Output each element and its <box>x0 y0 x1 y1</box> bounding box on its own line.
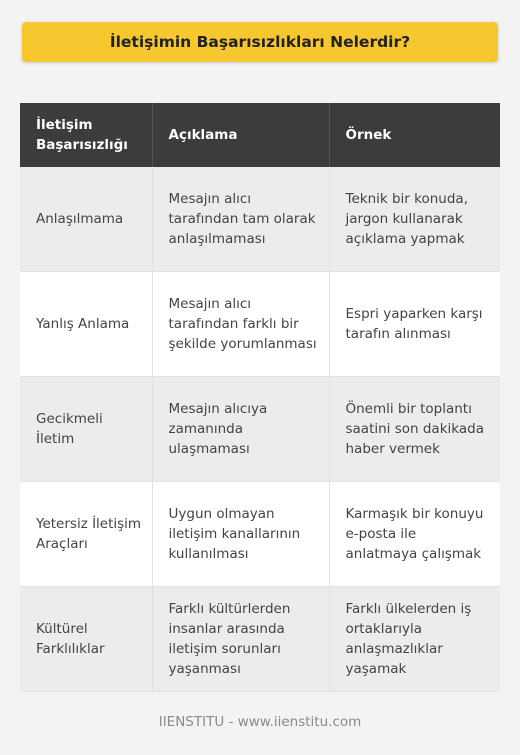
cell-example: Teknik bir konuda, jargon kullanarak açıklama yapmak <box>329 167 500 272</box>
cell-failure: Yetersiz İletişim Araçları <box>20 482 152 587</box>
cell-description: Mesajın alıcı tarafından farklı bir şekilde yorumlanması <box>152 272 329 377</box>
cell-example: Espri yaparken karşı tarafın alınması <box>329 272 500 377</box>
cell-failure: Kültürel Farklılıklar <box>20 587 152 692</box>
table-row <box>20 482 500 587</box>
cell-description: Farklı kültürlerden insanlar arasında iletişim sorunları yaşanması <box>152 587 329 692</box>
cell-example: Farklı ülkelerden iş ortaklarıyla anlaşmazlıklar yaşamak <box>329 587 500 692</box>
header-example: Örnek <box>329 103 500 167</box>
table-header-row <box>20 103 500 167</box>
table-row <box>20 587 500 692</box>
cell-description: Mesajın alıcı tarafından tam olarak anlaşılmaması <box>152 167 329 272</box>
table-row <box>20 272 500 377</box>
cell-failure: Gecikmeli İletim <box>20 377 152 482</box>
cell-failure: Yanlış Anlama <box>20 272 152 377</box>
title-banner <box>22 22 498 62</box>
footer-credit: IIENSTITU - www.iienstitu.com <box>158 714 362 730</box>
page-title: İletişimin Başarısızlıkları Nelerdir? <box>109 33 411 51</box>
table-row <box>20 377 500 482</box>
cell-example: Karmaşık bir konuyu e-posta ile anlatmaya çalışmak <box>329 482 500 587</box>
cell-description: Mesajın alıcıya zamanında ulaşmaması <box>152 377 329 482</box>
failures-table <box>20 103 500 692</box>
cell-example: Önemli bir toplantı saatini son dakikada haber vermek <box>329 377 500 482</box>
cell-description: Uygun olmayan iletişim kanallarının kullanılması <box>152 482 329 587</box>
header-description: Açıklama <box>152 103 329 167</box>
cell-failure: Anlaşılmama <box>20 167 152 272</box>
table-row <box>20 167 500 272</box>
header-failure: İletişim Başarısızlığı <box>20 103 152 167</box>
